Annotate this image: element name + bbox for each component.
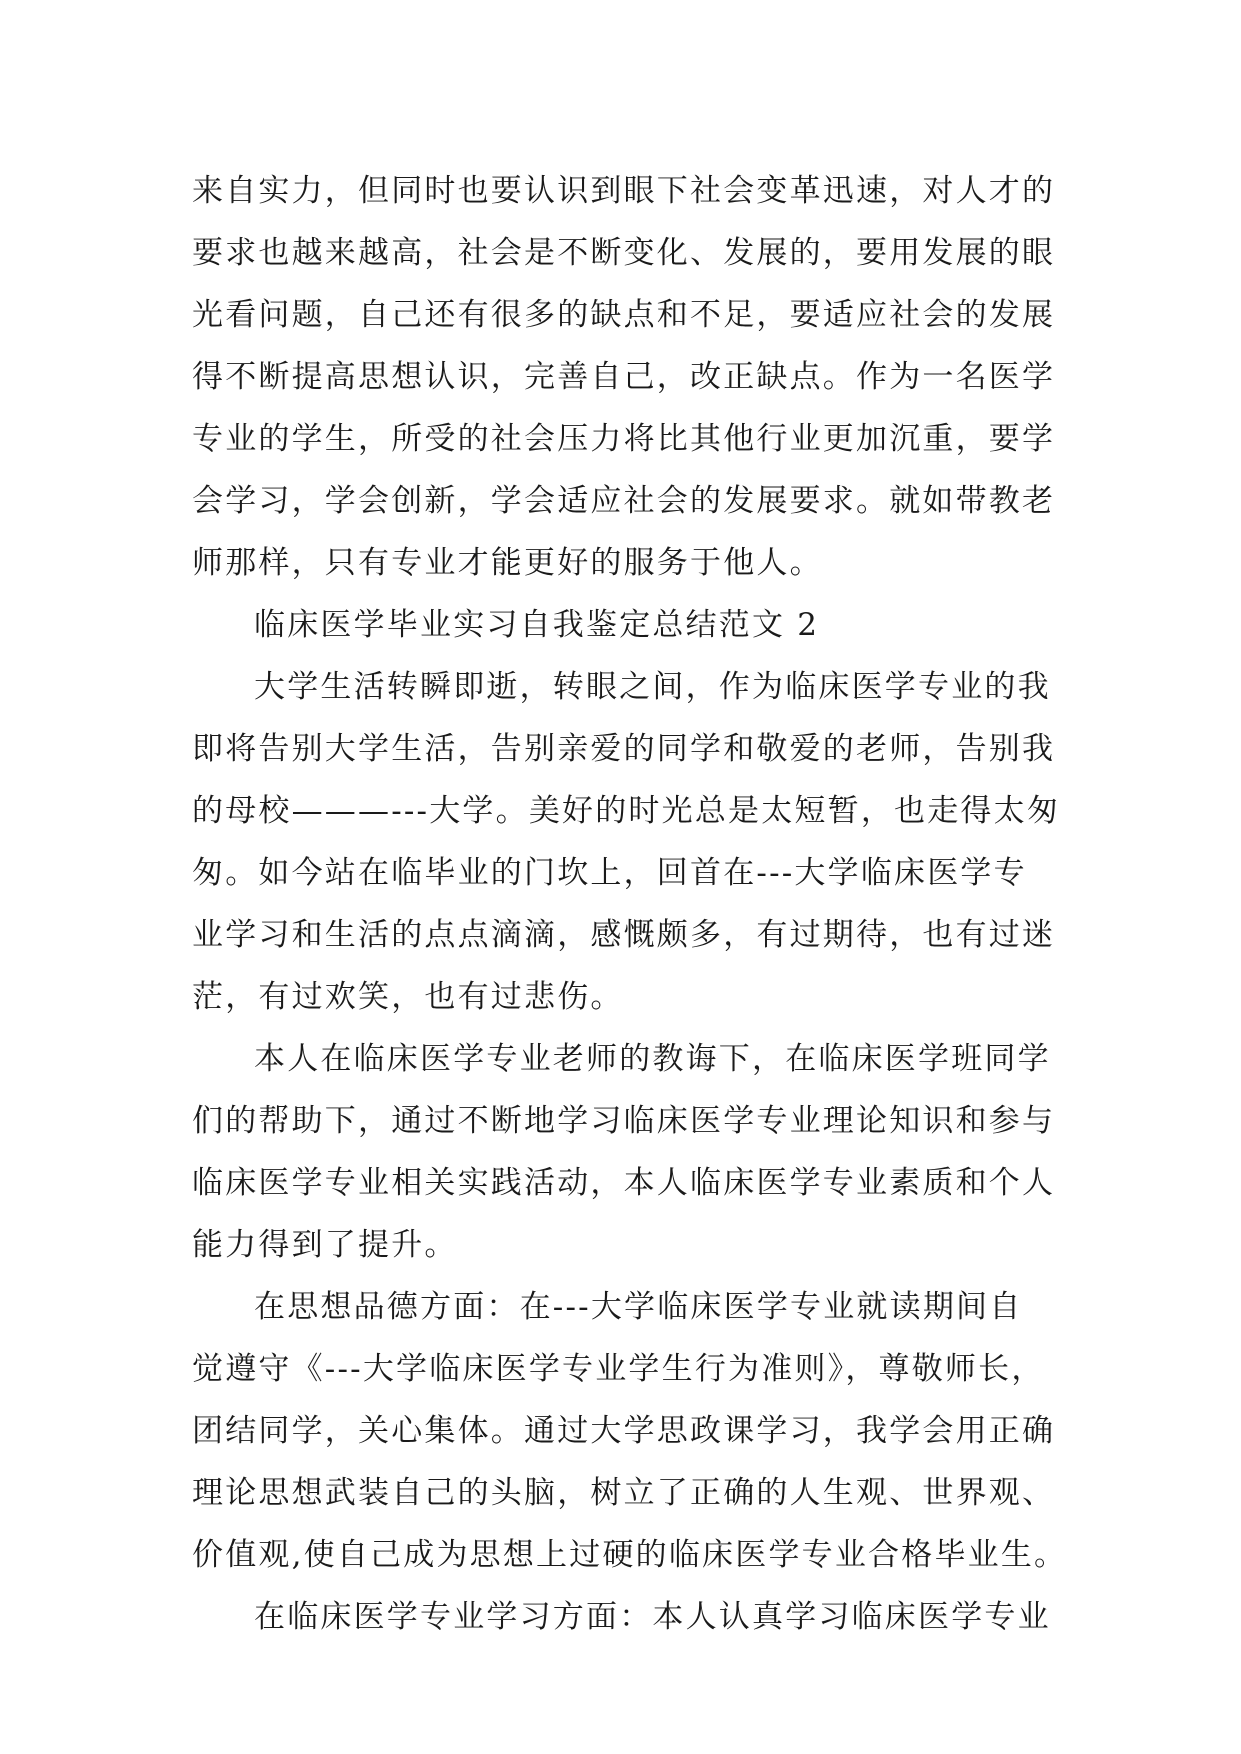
paragraph-line: 的母校———---大学。美好的时光总是太短暂，也走得太匆 — [192, 793, 1061, 829]
paragraph-line: 本人在临床医学专业老师的教诲下，在临床医学班同学 — [254, 1041, 1051, 1077]
paragraph-line: 要求也越来越高，社会是不断变化、发展的，要用发展的眼 — [192, 235, 1056, 271]
paragraph-line: 在思想品德方面：在---大学临床医学专业就读期间自 — [254, 1289, 1023, 1325]
paragraph-line: 业学习和生活的点点滴滴，感慨颇多，有过期待，也有过迷 — [192, 917, 1056, 953]
paragraph-line: 光看问题，自己还有很多的缺点和不足，要适应社会的发展 — [192, 297, 1056, 333]
paragraph-line: 匆。如今站在临毕业的门坎上，回首在---大学临床医学专 — [192, 855, 1027, 891]
paragraph-line: 在临床医学专业学习方面：本人认真学习临床医学专业 — [254, 1599, 1051, 1635]
paragraph-line: 会学习，学会创新，学会适应社会的发展要求。就如带教老 — [192, 483, 1056, 519]
paragraph-line: 大学生活转瞬即逝，转眼之间，作为临床医学专业的我 — [254, 669, 1051, 705]
paragraph-line: 价值观,使自己成为思想上过硬的临床医学专业合格毕业生。 — [192, 1537, 1068, 1573]
paragraph-line: 师那样，只有专业才能更好的服务于他人。 — [192, 545, 823, 581]
paragraph-line: 得不断提高思想认识，完善自己，改正缺点。作为一名医学 — [192, 359, 1056, 395]
paragraph-line: 临床医学专业相关实践活动，本人临床医学专业素质和个人 — [192, 1165, 1056, 1201]
paragraph-line: 觉遵守《---大学临床医学专业学生行为准则》，尊敬师长， — [192, 1351, 1045, 1387]
section-heading: 临床医学毕业实习自我鉴定总结范文 2 — [254, 607, 820, 643]
document-body — [192, 160, 1068, 1648]
paragraph-line: 们的帮助下，通过不断地学习临床医学专业理论知识和参与 — [192, 1103, 1056, 1139]
paragraph-line: 能力得到了提升。 — [192, 1227, 458, 1263]
paragraph-line: 理论思想武装自己的头脑，树立了正确的人生观、世界观、 — [192, 1475, 1056, 1511]
paragraph-line: 茫，有过欢笑，也有过悲伤。 — [192, 979, 624, 1015]
paragraph-line: 来自实力，但同时也要认识到眼下社会变革迅速，对人才的 — [192, 173, 1056, 209]
paragraph-line: 专业的学生，所受的社会压力将比其他行业更加沉重，要学 — [192, 421, 1056, 457]
paragraph-line: 即将告别大学生活，告别亲爱的同学和敬爱的老师，告别我 — [192, 731, 1056, 767]
paragraph-line: 团结同学，关心集体。通过大学思政课学习，我学会用正确 — [192, 1413, 1056, 1449]
